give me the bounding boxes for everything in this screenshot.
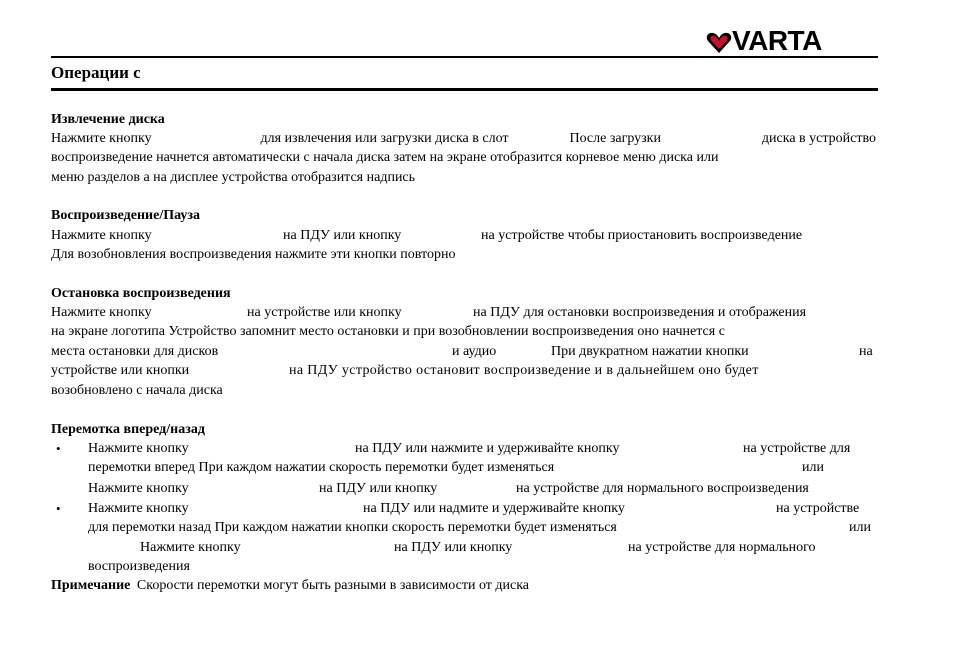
text: для перемотки назад При каждом нажатии кнопки скорость перемотки будет изменяться xyxy=(88,520,617,535)
text: на устройстве для нормального xyxy=(628,540,816,555)
stop-line-5: возобновлено с начала диска xyxy=(51,383,223,398)
bullet-marker: • xyxy=(56,441,61,456)
text: места остановки для дисков xyxy=(51,344,219,359)
text: на ПДУ или кнопку xyxy=(394,540,513,555)
heart-icon xyxy=(706,32,732,54)
text: Нажмите кнопку xyxy=(51,228,152,243)
text: После загрузки xyxy=(569,131,661,146)
page-title: Операции с xyxy=(51,63,141,82)
text: Нажмите кнопку xyxy=(88,441,189,456)
text: и аудио xyxy=(452,344,497,359)
text: Нажмите кнопку xyxy=(88,481,189,496)
text: или xyxy=(802,460,824,475)
text: на устройстве или кнопку xyxy=(247,305,402,320)
eject-line-2: воспроизведение начнется автоматически с начала диска затем на экране отобразится корневое меню диска или xyxy=(51,150,719,165)
text: Нажмите кнопку xyxy=(88,501,189,516)
logo-wordmark: VARTA xyxy=(732,25,822,56)
text: Нажмите кнопку xyxy=(51,131,152,146)
note xyxy=(51,577,529,595)
note-text: Скорости перемотки могут быть разными в зависимости от диска xyxy=(136,578,530,593)
text: на ПДУ или кнопку xyxy=(283,228,402,243)
text: на устройстве для xyxy=(743,441,851,456)
text: Нажмите кнопку xyxy=(51,305,152,320)
eject-line-3: меню разделов а на дисплее устройства отобразится надпись xyxy=(51,170,416,185)
section-heading-eject: Извлечение диска xyxy=(51,112,165,127)
play-pause-line-2: Для возобновления воспроизведения нажмите эти кнопки повторно xyxy=(51,247,456,262)
text: на ПДУ устройство остановит воспроизведение и в дальнейшем оно будет xyxy=(289,363,759,378)
text: на ПДУ или кнопку xyxy=(319,481,438,496)
section-heading-play-pause: Воспроизведение/Пауза xyxy=(51,208,201,223)
eject-line-1 xyxy=(51,130,876,148)
header-bottom-rule xyxy=(51,88,878,91)
header-top-rule xyxy=(51,56,878,58)
text: на устройстве для нормального воспроизведения xyxy=(516,481,809,496)
text: или xyxy=(849,520,871,535)
text: на xyxy=(859,344,873,359)
text: на ПДУ или надмите и удерживайте кнопку xyxy=(363,501,625,516)
varta-logo xyxy=(706,25,878,56)
text: Нажмите кнопку xyxy=(140,540,241,555)
stop-line-2: на экране логотипа Устройство запомнит место остановки и при возобновлении воспроизведения оно начнется с xyxy=(51,324,725,339)
text: на устройстве чтобы приостановить воспроизведение xyxy=(481,228,803,243)
text: устройстве или кнопки xyxy=(51,363,190,378)
text: При двукратном нажатии кнопки xyxy=(551,344,749,359)
text: диска в устройство xyxy=(761,131,876,146)
text: воспроизведения xyxy=(88,559,190,574)
text: на устройстве xyxy=(776,501,860,516)
text: перемотки вперед При каждом нажатии скорость перемотки будет изменяться xyxy=(88,460,555,475)
text: на ПДУ или нажмите и удерживайте кнопку xyxy=(355,441,620,456)
stop-line-4b xyxy=(289,362,876,380)
section-heading-rewind: Перемотка вперед/назад xyxy=(51,422,205,437)
note-label: Примечание xyxy=(51,578,131,593)
bullet-marker: • xyxy=(56,501,61,516)
section-heading-stop: Остановка воспроизведения xyxy=(51,286,231,301)
text: на ПДУ для остановки воспроизведения и отображения xyxy=(473,305,807,320)
text: для извлечения или загрузки диска в слот xyxy=(260,131,509,146)
